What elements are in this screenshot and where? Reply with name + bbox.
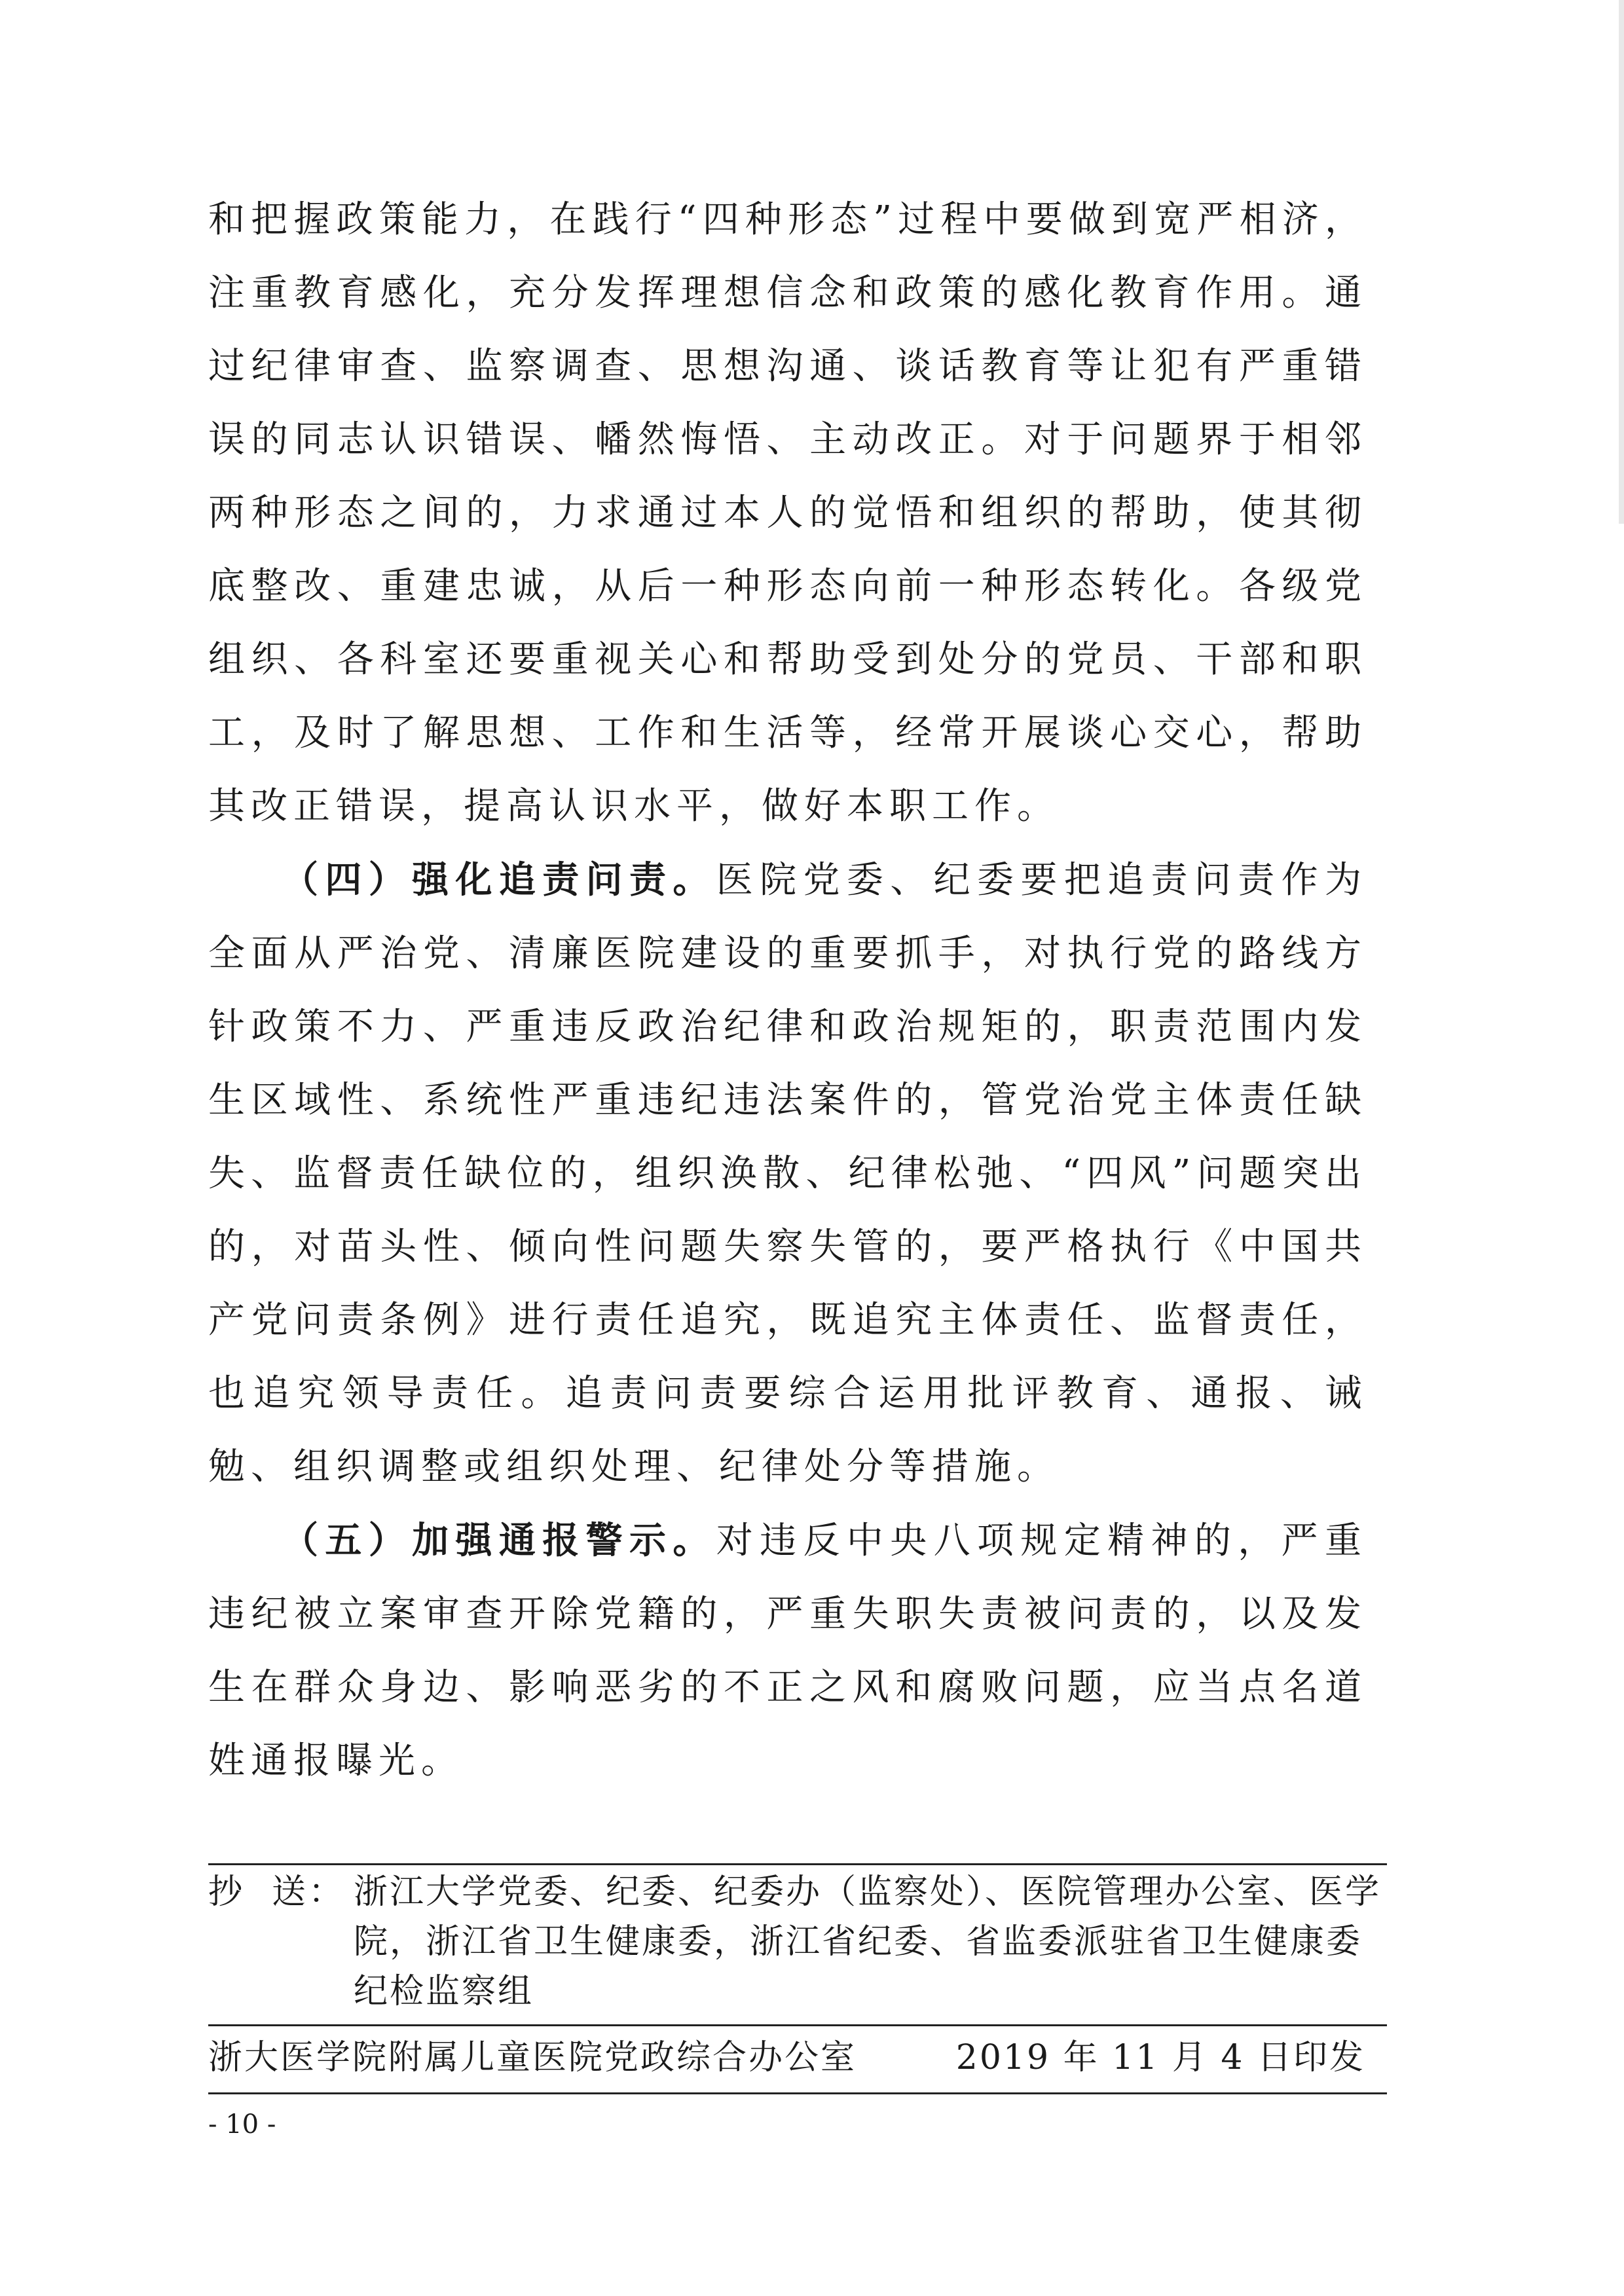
page-number: - 10 - (208, 2109, 276, 2140)
footer-top-rule (208, 2024, 1387, 2026)
cc-recipients: 浙江大学党委、纪委、纪委办（监察处）、医院管理办公室、医学院，浙江省卫生健康委，浙江省纪委、省监委派驻省卫生健康委纪检监察组 (354, 1872, 1382, 2011)
cc-label: 抄 送： (208, 1872, 346, 1912)
scan-edge-mark (1619, 0, 1624, 524)
paragraph-text: 对违反中央八项规定精神的，严重违纪被立案审查开除党籍的，严重失职失责被问责的，以及发生在群众身边、影响恶劣的不正之风和腐败问题，应当点名道姓通报曝光。 (208, 1520, 1367, 1782)
paragraph-accountability (208, 843, 1367, 1504)
cc-top-rule (208, 1863, 1387, 1865)
paragraph-text: 医院党委、纪委要把追责问责作为全面从严治党、清廉医院建设的重要抓手，对执行党的路线方针政策不力、严重违反政治纪律和政治规矩的，职责范围内发生区域性、系统性严重违纪违法案件的，管党治党主体责任缺失、监督责任缺位的，组织涣散、纪律松弛、“四风”问题突出的，对苗头性、倾向性问题失察失管的，要严格执行《中国共产党问责条例》进行责任追究，既追究主体责任、监督责任，也追究领导责任。追责问责要综合运用批评教育、通报、诫勉、组织调整或组织处理、纪律处分等措施。 (208, 859, 1367, 1488)
paragraph-continuation (208, 183, 1367, 843)
document-body (208, 183, 1367, 1798)
issuing-organization: 浙大医学院附属儿童医院党政综合办公室 (208, 2038, 857, 2077)
paragraph-text: 和把握政策能力，在践行“四种形态”过程中要做到宽严相济，注重教育感化，充分发挥理想信念和政策的感化教育作用。通过纪律审查、监察调查、思想沟通、谈话教育等让犯有严重错误的同志认识错误、幡然悔悟、主动改正。对于问题界于相邻两种形态之间的，力求通过本人的觉悟和组织的帮助，使其彻底整改、重建忠诚，从后一种形态向前一种形态转化。各级党组织、各科室还要重视关心和帮助受到处分的党员、干部和职工，及时了解思想、工作和生活等，经常开展谈心交心，帮助其改正错误，提高认识水平，做好本职工作。 (208, 198, 1367, 828)
issue-date: 2019 年 11 月 4 日印发 (955, 2038, 1365, 2077)
footer-bottom-rule (208, 2092, 1387, 2094)
section-heading: （五）加强通报警示。 (282, 1519, 716, 1562)
section-heading: （四）强化追责问责。 (282, 858, 716, 902)
paragraph-notification (208, 1504, 1367, 1798)
